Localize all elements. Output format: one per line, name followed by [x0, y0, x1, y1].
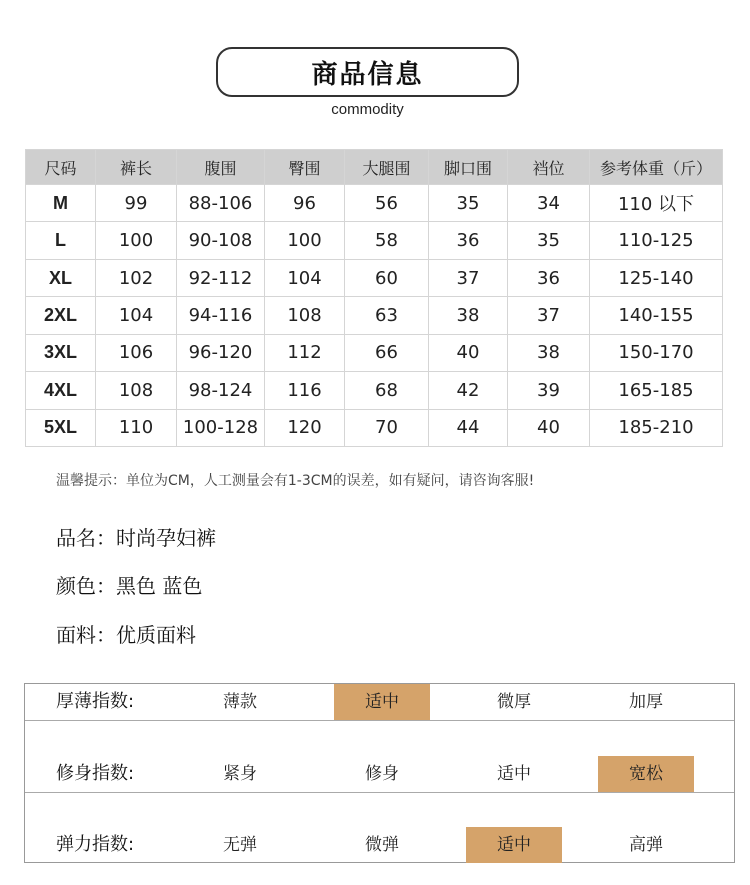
index-option-selected: 适中 [334, 684, 430, 720]
index-option: 修身 [365, 764, 399, 784]
table-cell: 110 [96, 409, 177, 446]
table-cell: 112 [265, 334, 345, 371]
table-cell: 102 [96, 259, 177, 296]
stretch-index-row [25, 827, 734, 863]
size-cell: L [26, 222, 96, 259]
fit-index-panel [24, 683, 735, 863]
size-cell: 2XL [26, 297, 96, 334]
table-cell: 38 [508, 334, 590, 371]
column-header: 腹围 [177, 150, 265, 185]
table-cell: 36 [508, 259, 590, 296]
table-cell: 116 [265, 372, 345, 409]
table-cell: 35 [429, 185, 508, 222]
table-cell: 34 [508, 185, 590, 222]
table-cell: 88-106 [177, 185, 265, 222]
table-cell: 108 [265, 297, 345, 334]
table-cell: 37 [508, 297, 590, 334]
column-header: 尺码 [26, 150, 96, 185]
stretch-index-label: 弹力指数: [56, 834, 135, 855]
table-row [26, 334, 723, 371]
table-cell: 96-120 [177, 334, 265, 371]
table-cell: 70 [345, 409, 429, 446]
row-divider [25, 792, 734, 793]
table-cell: 68 [345, 372, 429, 409]
size-cell: M [26, 185, 96, 222]
table-cell: 36 [429, 222, 508, 259]
table-cell: 90-108 [177, 222, 265, 259]
table-cell: 99 [96, 185, 177, 222]
table-cell: 56 [345, 185, 429, 222]
table-cell: 108 [96, 372, 177, 409]
table-row [26, 297, 723, 334]
table-cell: 104 [265, 259, 345, 296]
column-header: 大腿围 [345, 150, 429, 185]
index-option: 高弹 [629, 835, 663, 855]
table-row [26, 259, 723, 296]
size-cell: XL [26, 259, 96, 296]
table-cell: 100 [265, 222, 345, 259]
table-cell: 39 [508, 372, 590, 409]
table-cell: 100 [96, 222, 177, 259]
row-divider [25, 720, 734, 721]
table-cell: 165-185 [590, 372, 723, 409]
table-cell: 150-170 [590, 334, 723, 371]
index-option: 加厚 [629, 692, 663, 712]
table-cell: 58 [345, 222, 429, 259]
table-cell: 106 [96, 334, 177, 371]
table-cell: 38 [429, 297, 508, 334]
product-fabric: 面料：优质面料 [56, 623, 196, 647]
thickness-index-row [25, 684, 734, 720]
measurement-tip: 温馨提示：单位为CM，人工测量会有1-3CM的误差，如有疑问，请咨询客服! [56, 473, 535, 489]
table-cell: 104 [96, 297, 177, 334]
index-option: 微厚 [497, 692, 531, 712]
table-cell: 110-125 [590, 222, 723, 259]
table-cell: 100-128 [177, 409, 265, 446]
size-cell: 5XL [26, 409, 96, 446]
product-name: 品名：时尚孕妇裤 [56, 526, 216, 550]
table-cell: 120 [265, 409, 345, 446]
table-row [26, 185, 723, 222]
table-row [26, 372, 723, 409]
table-cell: 44 [429, 409, 508, 446]
size-cell: 3XL [26, 334, 96, 371]
size-table [25, 149, 723, 447]
table-cell: 96 [265, 185, 345, 222]
table-cell: 98-124 [177, 372, 265, 409]
table-cell: 94-116 [177, 297, 265, 334]
table-cell: 63 [345, 297, 429, 334]
table-cell: 40 [429, 334, 508, 371]
index-option: 紧身 [223, 764, 257, 784]
index-option: 无弹 [223, 835, 257, 855]
index-option: 微弹 [365, 835, 399, 855]
table-row [26, 409, 723, 446]
table-cell: 92-112 [177, 259, 265, 296]
table-cell: 140-155 [590, 297, 723, 334]
table-cell: 185-210 [590, 409, 723, 446]
section-title: 商品信息 [216, 47, 519, 97]
table-cell: 35 [508, 222, 590, 259]
column-header: 裆位 [508, 150, 590, 185]
column-header: 脚口围 [429, 150, 508, 185]
section-subtitle: commodity [331, 101, 404, 118]
fit-index-row [25, 756, 734, 792]
column-header: 裤长 [96, 150, 177, 185]
column-header: 参考体重（斤） [590, 150, 723, 185]
table-cell: 37 [429, 259, 508, 296]
table-cell: 66 [345, 334, 429, 371]
table-cell: 42 [429, 372, 508, 409]
table-cell: 125-140 [590, 259, 723, 296]
table-cell: 60 [345, 259, 429, 296]
table-row [26, 222, 723, 259]
table-cell: 110 以下 [590, 185, 723, 222]
size-cell: 4XL [26, 372, 96, 409]
index-option-selected: 宽松 [598, 756, 694, 792]
index-option-selected: 适中 [466, 827, 562, 863]
table-cell: 40 [508, 409, 590, 446]
size-table-header-row [26, 150, 723, 185]
index-option: 薄款 [223, 692, 257, 712]
column-header: 臀围 [265, 150, 345, 185]
index-option: 适中 [497, 764, 531, 784]
thickness-index-label: 厚薄指数: [56, 691, 135, 712]
fit-index-label: 修身指数: [56, 763, 135, 784]
product-color: 颜色：黑色 蓝色 [56, 574, 203, 598]
